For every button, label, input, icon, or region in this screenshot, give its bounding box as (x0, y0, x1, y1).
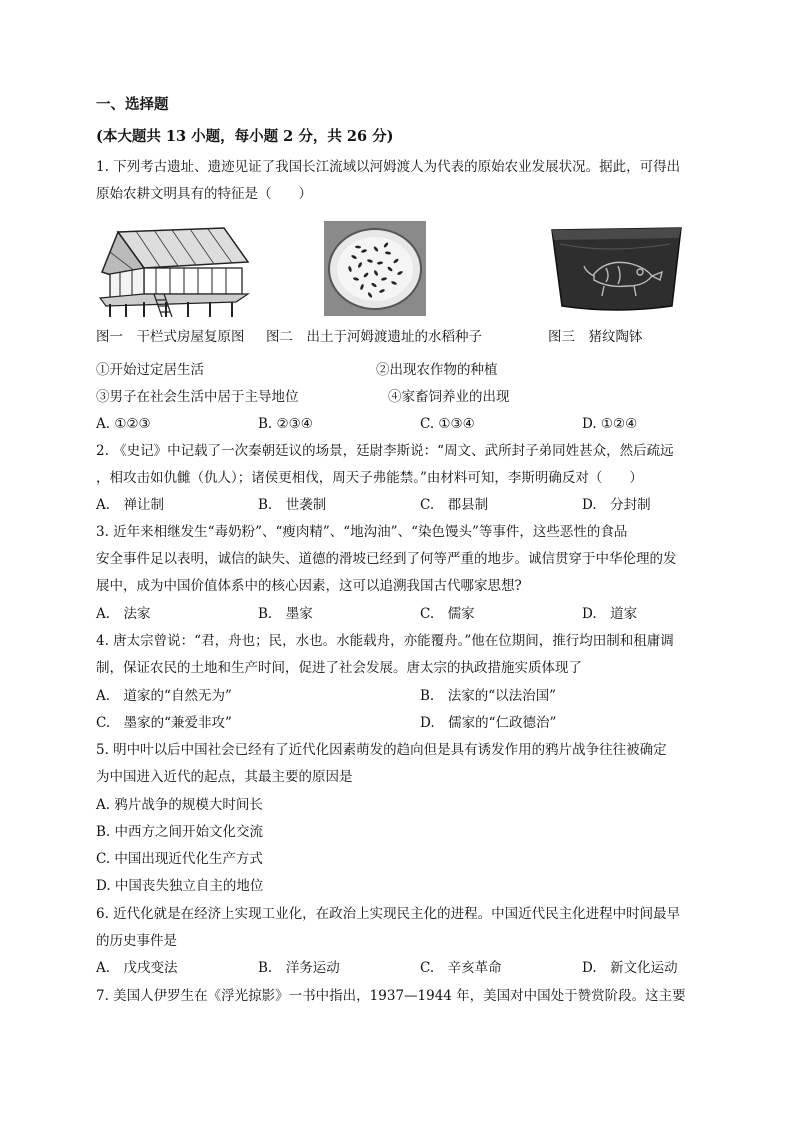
q3-text-line1: 3. 近年来相继发生“毒奶粉”、“瘦肉精”、“地沟油”、“染色馒头”等事件，这些恶性的食品 (96, 524, 628, 540)
q5-text-line1: 5. 明中叶以后中国社会已经有了近代化因素萌发的趋向但是具有诱发作用的鸦片战争往往被确定 (96, 742, 667, 758)
q1-text-line2: 原始农耕文明具有的特征是（ ） (96, 186, 312, 202)
q4-text-line1: 4. 唐太宗曾说：“君，舟也；民，水也。水能载舟，亦能覆舟。”他在位期间，推行均田制和租庸调 (96, 633, 674, 649)
q2-option-d: D. 分封制 (582, 497, 651, 513)
q2-text-line1: 2. 《史记》中记载了一次秦朝廷议的场景，廷尉李斯说：“周文、武所封子弟同姓甚众，然后疏远 (96, 443, 674, 459)
q6-option-d: D. 新文化运动 (582, 960, 678, 976)
q1-option-c: C. ①③④ (420, 416, 475, 432)
q5-option-a: A. 鸦片战争的规模大时间长 (96, 797, 263, 813)
q5-option-b: B. 中西方之间开始文化交流 (96, 824, 264, 840)
section-title: 一、选择题 (96, 96, 169, 113)
q6-option-c: C. 辛亥革命 (420, 960, 502, 976)
q1-option-d: D. ①②④ (582, 416, 638, 432)
q6-text-line2: 的历史事件是 (96, 933, 177, 949)
q4-option-a: A. 道家的“自然无为” (96, 688, 232, 704)
q2-option-c: C. 郡县制 (420, 497, 489, 513)
q3-option-b: B. 墨家 (258, 606, 313, 622)
q4-option-c: C. 墨家的“兼爱非攻” (96, 715, 232, 731)
fig1-caption: 图一 干栏式房屋复原图 (96, 329, 245, 345)
q4-text-line2: 制，保证农民的土地和生产时间，促进了社会发展。唐太宗的执政措施实质体现了 (96, 660, 582, 676)
stilt-house-image (96, 222, 256, 318)
q2-option-a: A. 禅让制 (96, 497, 165, 513)
q3-text-line3: 展中，成为中国价值体系中的核心因素，这可以追溯我国古代哪家思想? (96, 578, 522, 594)
q1-option-b: B. ②③④ (258, 416, 313, 432)
q1-item1: ①开始过定居生活 (96, 362, 204, 378)
q6-option-b: B. 洋务运动 (258, 960, 340, 976)
q5-text-line2: 为中国进入近代的起点，其最主要的原因是 (96, 769, 353, 785)
q4-option-b: B. 法家的“以法治国” (420, 688, 557, 704)
q6-text-line1: 6. 近代化就是在经济上实现工业化，在政治上实现民主化的进程。中国近代民主化进程中时间最早 (96, 906, 681, 922)
q3-text-line2: 安全事件足以表明，诚信的缺失、道德的滑坡已经到了何等严重的地步。诚信贯穿于中华伦理的发 (96, 551, 677, 567)
q1-item4: ④家畜饲养业的出现 (388, 389, 510, 405)
q1-item3: ③男子在社会生活中居于主导地位 (96, 389, 299, 405)
q2-text-line2: ，相攻击如仇雠（仇人）；诸侯更相伐，周天子弗能禁。”由材料可知，李斯明确反对（ ） (96, 470, 643, 486)
fig3-caption: 图三 猪纹陶钵 (548, 329, 643, 345)
q5-option-c: C. 中国出现近代化生产方式 (96, 851, 263, 867)
q3-option-d: D. 道家 (582, 606, 638, 622)
q5-option-d: D. 中国丧失独立自主的地位 (96, 878, 264, 894)
q1-item2: ②出现农作物的种植 (376, 362, 498, 378)
q2-option-b: B. 世袭制 (258, 497, 327, 513)
q6-option-a: A. 戊戌变法 (96, 960, 178, 976)
rice-seeds-image (324, 221, 426, 316)
q1-option-a: A. ①②③ (96, 416, 151, 432)
q1-text-line1: 1. 下列考古遗址、遗迹见证了我国长江流域以河姆渡人为代表的原始农业发展状况。据此，可得出 (96, 159, 681, 175)
q3-option-a: A. 法家 (96, 606, 151, 622)
q4-option-d: D. 儒家的“仁政德治” (420, 715, 557, 731)
fig2-caption: 图二 出土于河姆渡遗址的水稻种子 (266, 329, 482, 345)
pig-pottery-image (548, 220, 685, 316)
section-note: (本大题共 13 小题，每小题 2 分，共 26 分) (96, 128, 394, 145)
q3-option-c: C. 儒家 (420, 606, 475, 622)
q7-text-line1: 7. 美国人伊罗生在《浮光掠影》一书中指出，1937—1944 年，美国对中国处于赞赏阶段。这主要 (96, 988, 686, 1004)
